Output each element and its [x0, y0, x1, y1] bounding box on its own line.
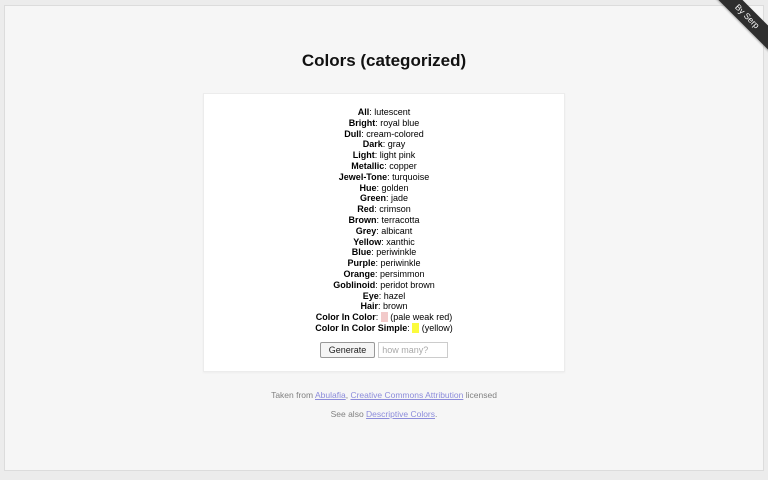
- category-value: periwinkle: [380, 258, 421, 269]
- attribution-suffix: licensed: [463, 389, 497, 400]
- category-label: Eye :: [363, 291, 384, 301]
- category-label: Green :: [360, 193, 391, 203]
- creative-commons-link[interactable]: Creative Commons Attribution: [350, 389, 464, 400]
- category-value: terracotta: [381, 214, 420, 225]
- how-many-input[interactable]: [378, 342, 448, 358]
- see-also-suffix: .: [435, 408, 438, 419]
- category-value: crimson: [379, 204, 411, 215]
- category-value: brown: [383, 301, 408, 312]
- category-value: albicant: [381, 225, 413, 236]
- category-row: [204, 150, 564, 161]
- category-value: peridot brown: [380, 279, 435, 290]
- category-row: [204, 237, 564, 248]
- category-value: gray: [387, 139, 406, 150]
- category-value: light pink: [379, 150, 416, 161]
- category-value: (pale weak red): [390, 312, 453, 323]
- category-label: Yellow :: [353, 237, 386, 247]
- category-row: [204, 129, 564, 140]
- category-row: [204, 301, 564, 312]
- color-swatch: [412, 323, 419, 333]
- category-row: [204, 291, 564, 302]
- category-row: [204, 215, 564, 226]
- category-label: Blue :: [352, 247, 377, 257]
- generate-button[interactable]: Generate: [320, 342, 376, 358]
- category-label: All :: [358, 107, 375, 117]
- attribution-separator: ,: [345, 389, 351, 400]
- page-title: Colors (categorized): [301, 51, 467, 70]
- category-value: (yellow): [421, 322, 453, 333]
- category-row: [204, 258, 564, 269]
- category-label: Purple :: [347, 258, 380, 268]
- category-row: [204, 107, 564, 118]
- category-label: Color In Color :: [316, 312, 381, 322]
- category-label: Light :: [353, 150, 380, 160]
- see-also-line: [5, 409, 763, 419]
- category-value: royal blue: [380, 117, 420, 128]
- color-in-color-row: [204, 312, 564, 323]
- category-label: Hair :: [360, 301, 383, 311]
- category-row: [204, 118, 564, 129]
- category-row: [204, 193, 564, 204]
- colors-card: [203, 93, 565, 372]
- category-value: lutescent: [374, 107, 411, 117]
- attribution-line: [5, 390, 763, 400]
- category-label: Jewel-Tone :: [339, 172, 392, 182]
- see-also-text: See also: [330, 408, 367, 419]
- category-row: [204, 183, 564, 194]
- category-label: Orange :: [343, 269, 380, 279]
- page-frame: [4, 5, 764, 471]
- generate-form: [204, 341, 564, 359]
- abulafia-link[interactable]: Abulafia: [315, 389, 346, 400]
- category-value: cream-colored: [366, 128, 424, 139]
- category-label: Red :: [357, 204, 379, 214]
- attribution-text: Taken from: [271, 389, 315, 400]
- page-footer: [5, 390, 763, 419]
- category-label: Brown :: [348, 215, 381, 225]
- category-label: Grey :: [356, 226, 382, 236]
- descriptive-colors-link[interactable]: Descriptive Colors: [366, 408, 436, 419]
- category-row: [204, 139, 564, 150]
- category-value: copper: [389, 160, 417, 171]
- category-label: Dull :: [344, 129, 366, 139]
- category-value: periwinkle: [376, 247, 417, 258]
- category-row: [204, 280, 564, 291]
- category-label: Color In Color Simple :: [315, 323, 412, 333]
- category-row: [204, 269, 564, 280]
- category-value: persimmon: [380, 268, 425, 279]
- category-value: hazel: [383, 290, 406, 301]
- category-label: Goblinoid :: [333, 280, 380, 290]
- category-value: xanthic: [386, 236, 415, 247]
- category-label: Bright :: [349, 118, 381, 128]
- category-label: Hue :: [359, 183, 381, 193]
- category-label: Metallic :: [351, 161, 389, 171]
- category-row: [204, 226, 564, 237]
- category-value: golden: [381, 182, 409, 193]
- category-row: [204, 247, 564, 258]
- category-label: Dark :: [363, 139, 388, 149]
- by-serp-ribbon[interactable]: By Serp: [704, 0, 768, 59]
- category-row: [204, 172, 564, 183]
- category-row: [204, 161, 564, 172]
- color-swatch: [381, 312, 388, 322]
- category-value: turquoise: [392, 171, 430, 182]
- color-in-color-simple-row: [204, 323, 564, 334]
- category-value: jade: [391, 193, 409, 204]
- category-row: [204, 204, 564, 215]
